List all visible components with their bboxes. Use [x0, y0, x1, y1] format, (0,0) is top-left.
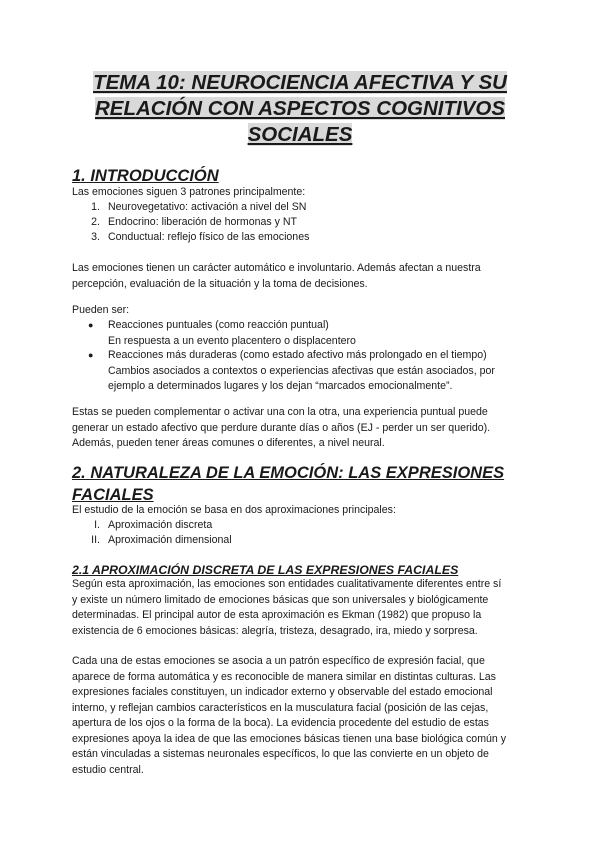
- text-line: determinadas. El principal autor de esta aproximación es Ekman (1982) que propuso la: [72, 609, 482, 621]
- text-line: apertura de los ojos o la forma de la boca). La evidencia procedente del estudio de estas: [72, 717, 489, 729]
- section-2-1-heading: 2.1 APROXIMACIÓN DISCRETA DE LAS EXPRESIONES FACIALES: [72, 563, 459, 577]
- title-line: RELACIÓN CON ASPECTOS COGNITIVOS: [94, 97, 506, 120]
- text-line: ejemplo a determinados lugares y los dejan “marcados emocionalmente”.: [108, 380, 453, 392]
- list-marker: I.: [94, 519, 100, 531]
- text-line: y existe un número limitado de emociones básicas que son universales y biológicamente: [72, 593, 489, 606]
- bullet-icon: ●: [88, 320, 94, 330]
- section-1-intro: Las emociones siguen 3 patrones principalmente:: [72, 186, 306, 198]
- text-line: Estas se pueden complementar o activar una con la otra, una experiencia puntual puede: [72, 406, 488, 418]
- text-line: expresiones apoya la idea de que las emociones básicas tienen una base biológica común y: [72, 732, 507, 745]
- text-line: En respuesta a un evento placentero o displacentero: [108, 334, 356, 347]
- list-item: Endocrino: liberación de hormonas y NT: [108, 216, 298, 228]
- paragraph: [72, 654, 534, 778]
- list-item: Aproximación dimensional: [108, 534, 232, 546]
- text-line: Según esta aproximación, las emociones son entidades cualitativamente diferentes entre sí: [72, 578, 502, 590]
- text-line: Reacciones más duraderas (como estado afectivo más prolongado en el tiempo): [108, 349, 487, 361]
- list-item: Aproximación discreta: [108, 519, 213, 531]
- list-marker: 2.: [91, 216, 100, 228]
- heading-line: 2. NATURALEZA DE LA EMOCIÓN: LAS EXPRESIONES: [72, 464, 505, 482]
- paragraph: [72, 261, 534, 292]
- text-line: generar un estado afectivo que perdure durante días o años (EJ - perder un ser querido).: [72, 421, 491, 434]
- document-title: [60, 70, 540, 148]
- heading-line: FACIALES: [72, 486, 154, 504]
- paragraph: [72, 577, 534, 639]
- section-2-intro: El estudio de la emoción se basa en dos aproximaciones principales:: [72, 504, 396, 516]
- text-line: percepción, evaluación de la situación y la toma de decisiones.: [72, 277, 368, 290]
- list-item: Conductual: reflejo físico de las emociones: [108, 231, 310, 243]
- text-line: Cambios asociados a contextos o experiencias afectivas que están asociados, por: [108, 364, 495, 377]
- text-line: aparece de forma automática y es reconocible de manera similar en distintas culturas. Las: [72, 670, 496, 683]
- list-marker: 1.: [91, 201, 100, 213]
- text-line: Además, pueden tener áreas comunes o diferentes, a nivel neural.: [72, 437, 385, 449]
- section-2-heading: [72, 462, 542, 506]
- text-line: Reacciones puntuales (como reacción puntual): [108, 319, 329, 331]
- list-marker: II.: [91, 534, 100, 546]
- paragraph: [72, 405, 534, 452]
- text-line: Cada una de estas emociones se asocia a un patrón específico de expresión facial, que: [72, 655, 485, 667]
- text-line: expresiones faciales constituyen, un indicador externo y observable del estado emocional: [72, 686, 493, 698]
- text-line: existencia de 6 emociones básicas: alegría, tristeza, desagrado, ira, miedo y sorpresa.: [72, 624, 478, 637]
- pueden-label: Pueden ser:: [72, 304, 130, 316]
- text-line: Las emociones tienen un carácter automático e involuntario. Además afectan a nuestra: [72, 262, 481, 274]
- list-item: Neurovegetativo: activación a nivel del SN: [108, 201, 307, 213]
- text-line: están vinculadas a sistemas neuronales específicos, lo que las convierte en un objeto de: [72, 748, 489, 760]
- bullet-icon: ●: [88, 350, 94, 360]
- bullet-item: [108, 348, 538, 395]
- text-line: estudio central.: [72, 763, 144, 776]
- title-line: SOCIALES: [247, 123, 353, 146]
- title-line: TEMA 10: NEUROCIENCIA AFECTIVA Y SU: [93, 71, 507, 94]
- text-line: interno, y reflejan cambios característicos en la musculatura facial (posición de las cejas,: [72, 701, 489, 714]
- section-1-heading: 1. INTRODUCCIÓN: [72, 167, 219, 185]
- list-marker: 3.: [91, 231, 100, 243]
- bullet-item: [108, 318, 538, 349]
